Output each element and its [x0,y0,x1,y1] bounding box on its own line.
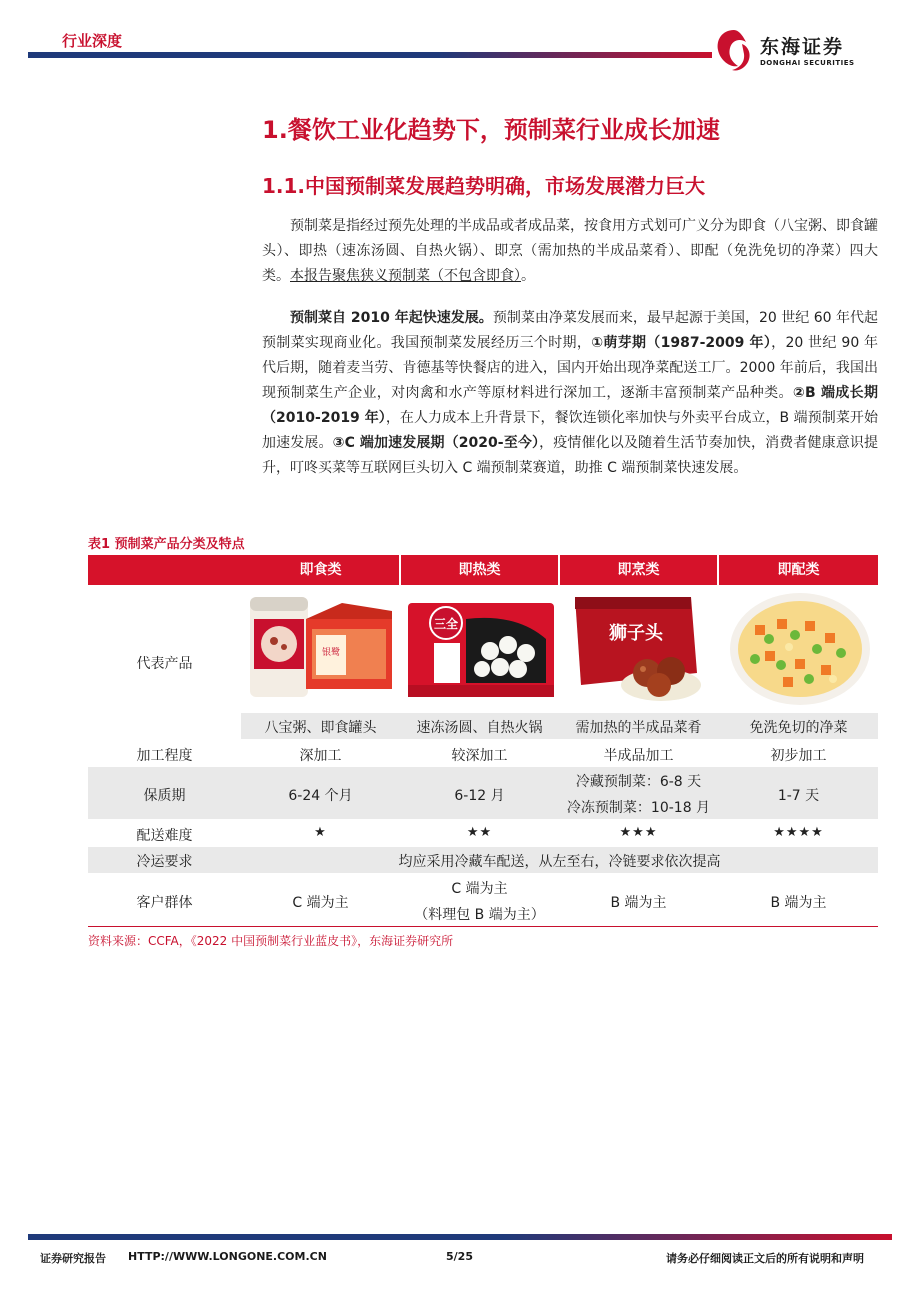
product-name: 免洗免切的净菜 [749,720,848,736]
page-number: 5/25 [446,1250,473,1263]
delivery-rating: ★★ [466,825,493,840]
footer-disclaimer: 请务必仔细阅读正文后的所有说明和声明 [666,1252,864,1265]
header-divider [28,52,712,58]
intro-paragraph [262,214,878,289]
subsection-heading: 1.1.中国预制菜发展趋势明确，市场发展潜力巨大 [262,174,706,198]
section-tag: 行业深度 [62,32,123,50]
cold-chain-requirement: 均应采用冷藏车配送，从左至右，冷链要求依次提高 [398,854,721,870]
column-header: 即热类 [458,562,501,578]
para2-bold-1: 预制菜自 2010 年起快速发展。 [290,310,493,326]
table-title: 表1 预制菜产品分类及特点 [88,537,245,552]
footer-report-type: 证券研究报告 [40,1252,106,1265]
delivery-rating: ★★★ [619,825,658,840]
para1-end: 。 [521,268,535,284]
porridge-product-image [246,589,396,707]
processing-level: 初步加工 [770,748,827,764]
product-name: 速冻汤圆、自热火锅 [416,720,543,736]
para1-text: 预制菜是指经过预先处理的半成品或者成品菜，按食用方式划可广义分为即食（八宝粥、即食罐头）、即热（速冻汤圆、自热火锅）、即烹（需加热的半成品菜肴）、即配（免洗免切的净菜）四大类。 [262,218,878,284]
column-header: 即配类 [777,562,820,578]
row-label: 配送难度 [136,828,193,844]
product-category-table [88,555,878,927]
vegetable-product-image [725,589,875,707]
delivery-rating: ★★★★ [773,825,824,840]
para2-bold-4: ③C 端加速发展期（2020-至今） [332,435,540,451]
logo-english-name: DONGHAI SECURITIES [760,59,855,67]
dragon-logo-icon [712,26,756,74]
para2-bold-3: ②B 端成长期（2010-2019 年） [262,385,878,426]
shelf-life: 6-24 个月 [288,788,353,804]
product-name: 八宝粥、即食罐头 [264,720,377,736]
row-label: 客户群体 [136,895,193,911]
meatball-product-image [565,589,715,707]
shelf-life-frozen: 冷冻预制菜：10-18 月 [566,800,711,816]
processing-level: 半成品加工 [603,748,674,764]
processing-level: 较深加工 [451,748,508,764]
delivery-rating: ★ [314,825,327,840]
para2-bold-2: ①萌芽期（1987-2009 年） [591,335,772,351]
customer-group: B 端为主 [610,895,667,911]
customer-group: C 端为主 [451,881,508,897]
para2-text-2: ，20 世纪 90 年代后期，随着麦当劳、肯德基等快餐店的进入，国内开始出现净菜配送工厂。2000 年前后，我国出现预制菜生产企业，对肉禽和水产等原材料进行深加工，逐渐丰富预制菜产品种类。 [262,335,879,401]
para2-text-3: ，在人力成本上升背景下，餐饮连锁化率加快与外卖平台成立，B 端预制菜开始加速发展。 [262,410,878,451]
logo-chinese-name: 东海证券 [760,36,845,58]
customer-group: B 端为主 [770,895,827,911]
section-heading: 1.餐饮工业化趋势下，预制菜行业成长加速 [262,116,720,144]
row-label: 保质期 [143,788,186,804]
para1-underlined-note: 本报告聚焦狭义预制菜（不包含即食） [290,268,521,284]
processing-level: 深加工 [299,748,342,764]
table-header-row [88,555,878,585]
porridge-brand-text: 银鹭 [322,648,341,658]
column-header: 即烹类 [617,562,660,578]
row-label: 代表产品 [136,656,193,672]
history-paragraph [262,306,878,481]
customer-group-note: （料理包 B 端为主） [414,907,545,923]
para2-text-1: 预制菜由净菜发展而来，最早起源于美国，20 世纪 60 年代起预制菜实现商业化。我国预制菜发展经历三个时期， [262,310,878,351]
tangyuan-brand-text: 三全 [433,617,459,631]
company-logo [712,26,892,78]
shelf-life: 6-12 月 [454,788,505,804]
shelf-life: 1-7 天 [777,788,820,804]
customer-group: C 端为主 [292,895,349,911]
column-header: 即食类 [299,562,342,578]
meatball-brand-text: 狮子头 [609,623,663,644]
row-label: 加工程度 [136,748,193,764]
shelf-life-chilled: 冷藏预制菜：6-8 天 [575,774,702,790]
tangyuan-product-image [406,589,556,707]
product-name: 需加热的半成品菜肴 [575,720,702,736]
footer-divider [28,1234,892,1240]
para2-text-4: ，疫情催化以及随着生活节奏加快，消费者健康意识提升，叮咚买菜等互联网巨头切入 C 端预制菜赛道，助推 C 端预制菜快速发展。 [262,435,879,476]
row-label: 冷运要求 [136,854,193,870]
footer-website-link[interactable]: HTTP://WWW.LONGONE.COM.CN [128,1250,327,1263]
table-bottom-rule [88,926,878,927]
table-source-note: 资料来源：CCFA，《2022 中国预制菜行业蓝皮书》，东海证券研究所 [88,934,454,948]
